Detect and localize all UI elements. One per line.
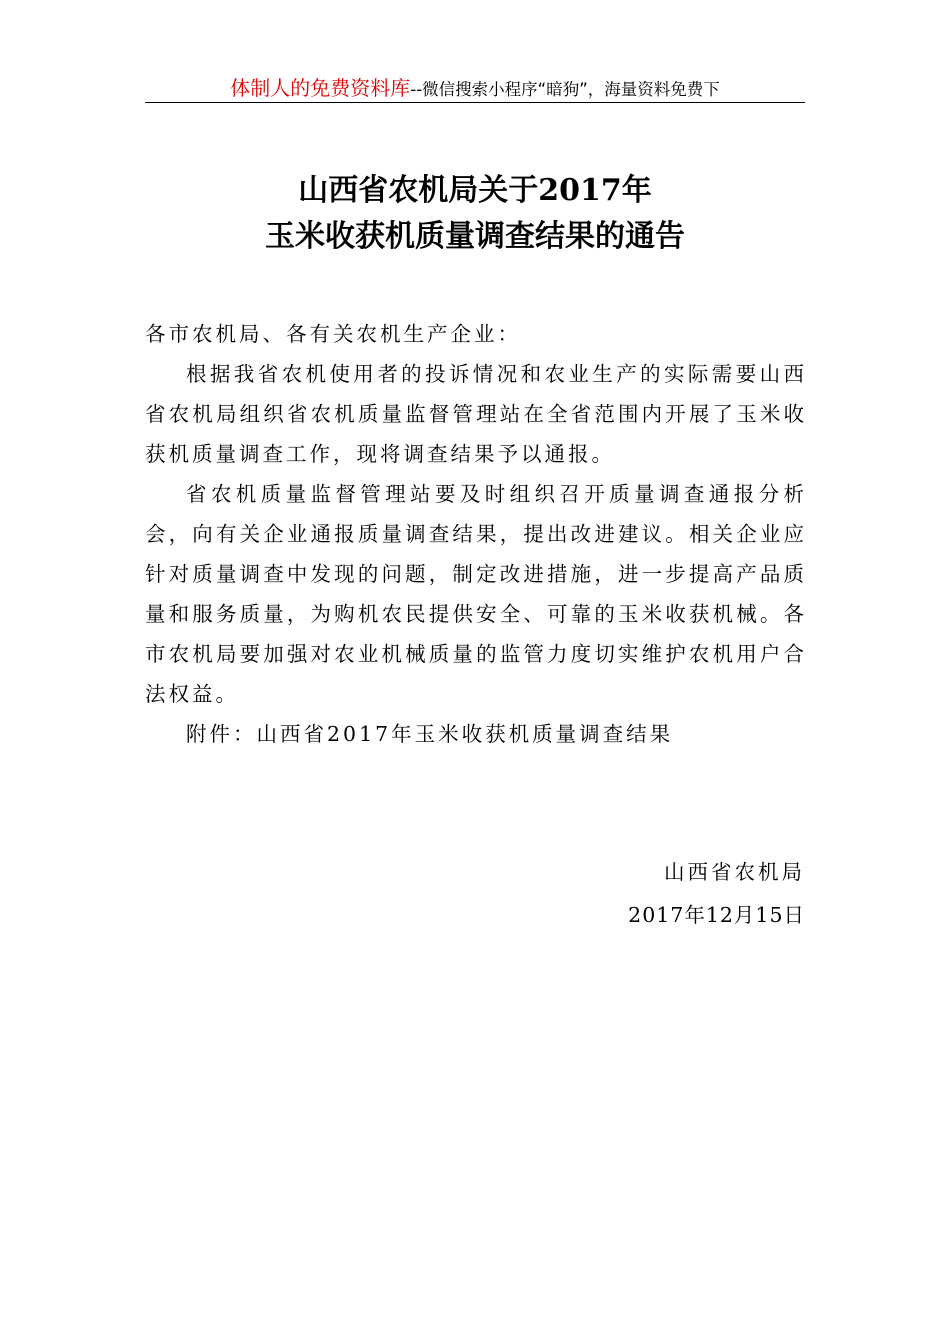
title-line-1: 山西省农机局关于2017年	[298, 173, 652, 208]
document-body	[145, 314, 807, 754]
paragraph-1: 根据我省农机使用者的投诉情况和农业生产的实际需要山西省农机局组织省农机质量监督管理站在全省范围内开展了玉米收获机质量调查工作，现将调查结果予以通报。	[145, 362, 807, 466]
issue-date: 2017年12月15日	[628, 903, 805, 927]
issuer-signature: 山西省农机局	[664, 860, 805, 884]
salutation: 各市农机局、各有关农机生产企业：	[145, 322, 521, 346]
header-brand: 体制人的免费资料库	[230, 76, 411, 100]
page-header	[145, 72, 805, 103]
header-note: --微信搜索小程序“暗狗”，海量资料免费下	[410, 80, 720, 99]
paragraph-2: 省农机质量监督管理站要及时组织召开质量调查通报分析会，向有关企业通报质量调查结果，提出改进建议。相关企业应针对质量调查中发现的问题，制定改进措施，进一步提高产品质量和服务质量，为购机农民提供安全、可靠的玉米收获机械。各市农机局要加强对农业机械质量的监管力度切实维护农机用户合法权益。	[145, 482, 807, 706]
title-line-2: 玉米收获机质量调查结果的通告	[265, 219, 685, 254]
document-title	[0, 168, 950, 260]
attachment-line: 附件：山西省2017年玉米收获机质量调查结果	[186, 722, 674, 746]
